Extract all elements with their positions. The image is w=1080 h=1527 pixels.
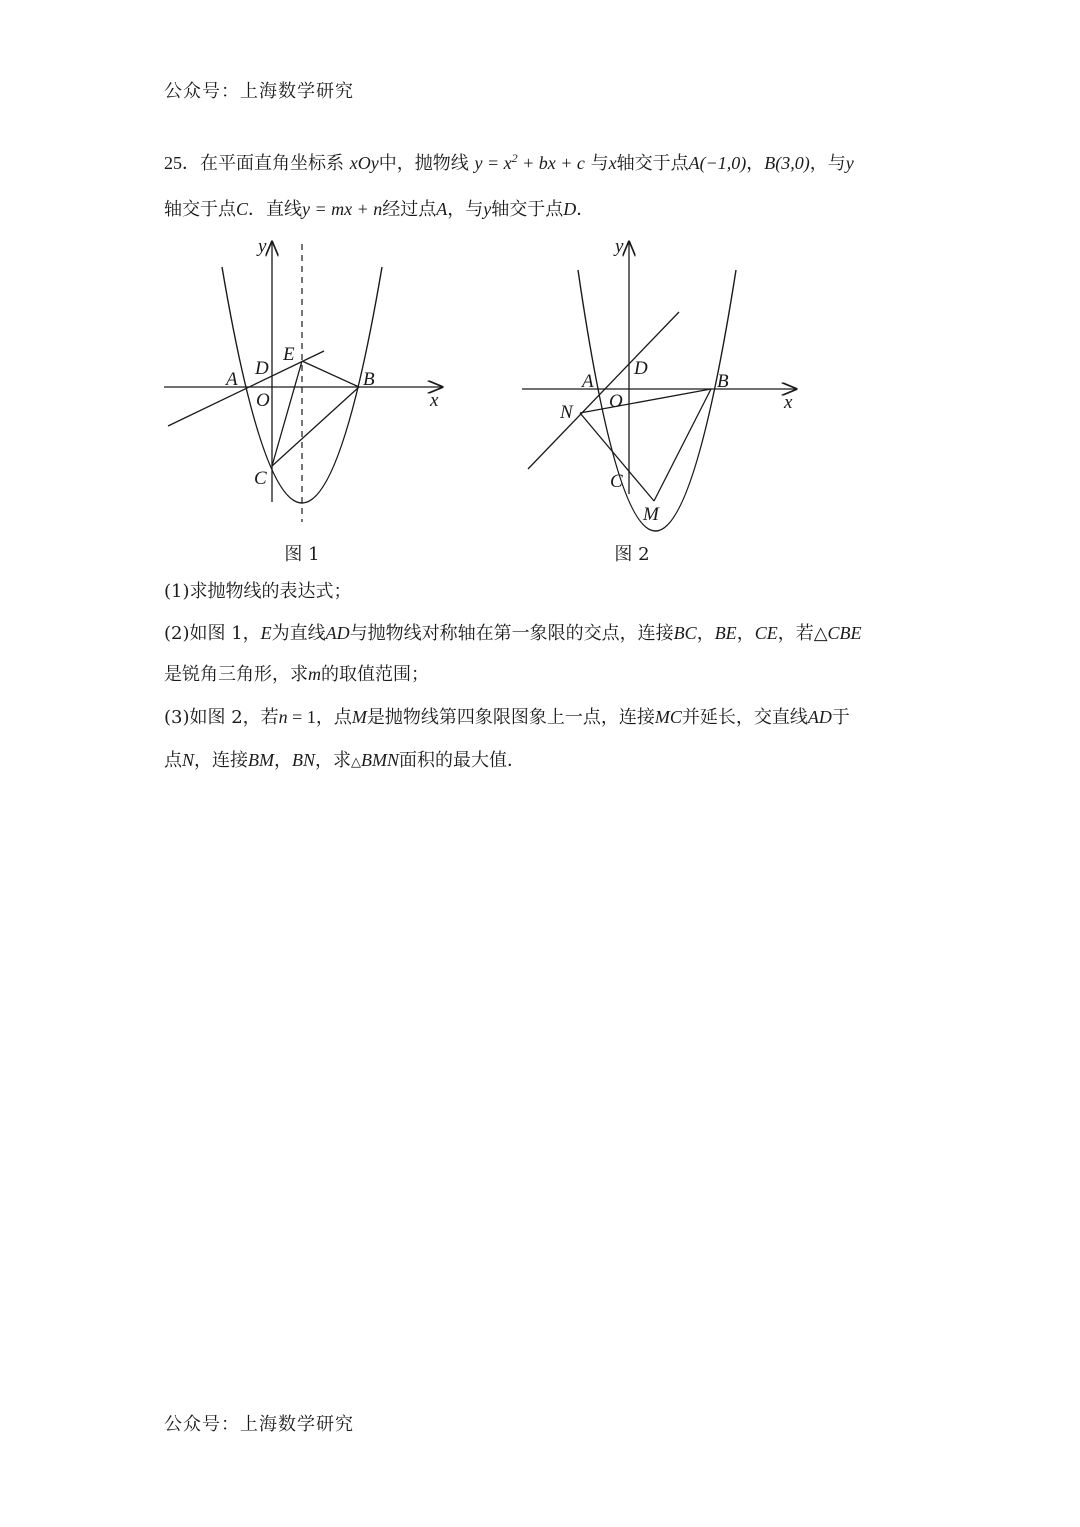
label-E: E xyxy=(283,344,295,365)
line-AD xyxy=(168,351,324,426)
page-header: 公众号：上海数学研究 xyxy=(164,81,354,102)
segment-CE-label: CE xyxy=(754,623,778,643)
segment-MC-label: MC xyxy=(654,707,682,727)
problem-statement-line-1 xyxy=(164,146,924,176)
text-fragment: 并延长，交直线 xyxy=(681,707,808,728)
text-fragment: ， xyxy=(746,153,765,174)
text-fragment: 是抛物线第四象限图象上一点，连接 xyxy=(366,707,655,728)
figure-2 xyxy=(518,232,808,536)
text-fragment: 与抛物线对称轴在第一象限的交点，连接 xyxy=(349,623,674,644)
text-fragment: ．直线 xyxy=(248,199,303,220)
figure-2-caption: 图 2 xyxy=(614,544,650,565)
text-fragment: ，若△ xyxy=(777,623,828,644)
variable-y: y xyxy=(845,153,854,173)
text-fragment: ， xyxy=(736,623,755,644)
label-x: x xyxy=(430,390,439,411)
page-footer: 公众号：上海数学研究 xyxy=(164,1414,354,1435)
text-fragment: ，连接 xyxy=(194,750,249,771)
segment-AD-label: AD xyxy=(807,707,832,727)
question-3-line-2 xyxy=(164,748,924,775)
line-equation: y = mx + n xyxy=(302,199,383,219)
text-fragment: 轴交于点 xyxy=(491,199,564,220)
eq-exponent: 2 xyxy=(511,151,518,165)
variable-x: x xyxy=(608,153,617,173)
point-B-coords: B(3,0) xyxy=(764,153,810,173)
text-fragment: 中，抛物线 xyxy=(378,153,469,174)
text-fragment: ，点 xyxy=(315,707,352,728)
text-fragment: 于 xyxy=(831,707,850,728)
parabola-equation xyxy=(474,153,584,173)
label-N: N xyxy=(560,402,573,423)
text-fragment: ，与 xyxy=(809,153,846,174)
text-fragment: ， xyxy=(274,750,293,771)
label-C: C xyxy=(610,471,623,492)
line-AD xyxy=(528,312,679,469)
segment-BM-label: BM xyxy=(248,750,275,770)
text-fragment: 经过点 xyxy=(382,199,437,220)
label-D: D xyxy=(255,358,269,379)
text-fragment: ，求 xyxy=(315,750,352,771)
problem-number: 25． xyxy=(164,153,200,173)
label-M: M xyxy=(643,504,659,525)
segment-BN-label: BN xyxy=(292,750,316,770)
figure-1-caption: 图 1 xyxy=(284,544,320,565)
text-fragment: 点 xyxy=(164,750,182,771)
text-fragment: 在平面直角坐标系 xyxy=(200,153,344,174)
label-y: y xyxy=(615,236,624,257)
point-E-label: E xyxy=(260,623,272,643)
label-O: O xyxy=(256,390,270,411)
triangle-BMN-label: BMN xyxy=(361,750,400,770)
coord-system-label: xOy xyxy=(349,153,379,173)
eq-part: y = x xyxy=(474,153,512,173)
question-2-line-1 xyxy=(164,621,924,646)
segment-BC xyxy=(272,387,359,466)
figure-2-diagram xyxy=(518,232,808,532)
segment-EC xyxy=(272,361,302,466)
question-2-line-2 xyxy=(164,662,924,687)
label-A: A xyxy=(226,369,238,390)
label-A: A xyxy=(582,371,594,392)
segment-BE-label: BE xyxy=(714,623,737,643)
text-fragment: = 1 xyxy=(287,707,316,727)
label-x: x xyxy=(784,392,793,413)
segment-BC-label: BC xyxy=(673,623,697,643)
question-1: (1)求抛物线的表达式； xyxy=(164,581,352,602)
text-fragment: 的取值范围； xyxy=(321,664,429,685)
label-C: C xyxy=(254,468,267,489)
text-fragment: ，与 xyxy=(447,199,484,220)
label-B: B xyxy=(363,369,375,390)
label-D: D xyxy=(634,358,648,379)
text-fragment: ， xyxy=(696,623,715,644)
point-D-label: D xyxy=(563,199,577,219)
text-fragment: ． xyxy=(576,199,595,220)
label-B: B xyxy=(717,371,729,392)
point-M-label: M xyxy=(351,707,367,727)
parabola-curve xyxy=(578,270,736,531)
variable-m: m xyxy=(308,664,321,684)
variable-y: y xyxy=(483,199,492,219)
triangle-symbol: △ xyxy=(351,755,362,770)
label-y: y xyxy=(258,236,267,257)
text-fragment: 轴交于点 xyxy=(164,199,236,220)
triangle-CBE-label: CBE xyxy=(827,623,862,643)
segment-NB xyxy=(580,389,711,413)
text-fragment: 为直线 xyxy=(271,623,326,644)
point-A-coords: A(−1,0) xyxy=(688,153,747,173)
segment-EB xyxy=(302,361,359,387)
figure-1-diagram xyxy=(160,232,450,532)
label-O: O xyxy=(609,391,623,412)
text-fragment: 与 xyxy=(590,153,609,174)
segment-MB xyxy=(654,389,711,501)
text-fragment: (2)如图 1， xyxy=(164,623,261,644)
segment-AD-label: AD xyxy=(325,623,350,643)
variable-n: n xyxy=(278,707,288,727)
point-A-label: A xyxy=(436,199,448,219)
text-fragment: (3)如图 2，若 xyxy=(164,707,279,728)
eq-part: + bx + c xyxy=(517,153,585,173)
text-fragment: 轴交于点 xyxy=(616,153,689,174)
question-3-line-1 xyxy=(164,705,924,730)
text-fragment: 面积的最大值． xyxy=(399,750,526,771)
text-fragment: 是锐角三角形，求 xyxy=(164,664,308,685)
problem-statement-line-2 xyxy=(164,197,924,222)
point-C-label: C xyxy=(236,199,249,219)
point-N-label: N xyxy=(182,750,195,770)
figure-1 xyxy=(160,232,450,536)
